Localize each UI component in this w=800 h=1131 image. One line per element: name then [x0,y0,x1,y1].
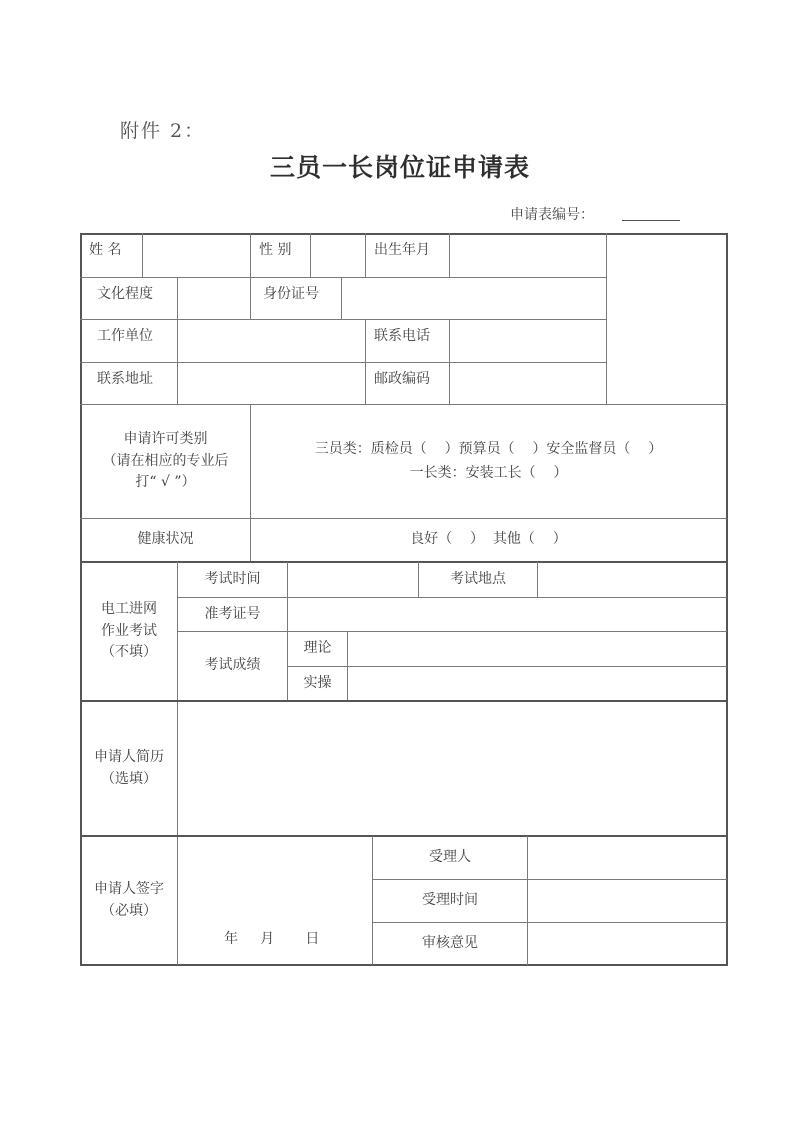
birth-date-field[interactable] [450,234,606,277]
name-field[interactable] [143,234,250,277]
phone-label: 联系电话 [374,328,430,344]
review-opinion-label: 审核意见 [422,934,478,951]
license-category-hint-check: 打“ √ ”） [135,474,196,491]
page-title: 三员一长岗位证申请表 [269,153,530,182]
exam-score-label: 考试成绩 [204,657,261,674]
license-category-title: 申请许可类别 [123,430,208,447]
one-head-options[interactable]: 一长类：安装工长（ ） [409,464,568,481]
review-opinion-field[interactable] [528,923,726,964]
exam-location-field[interactable] [538,563,726,597]
attachment-label: 附件 2： [120,120,206,142]
postcode-label: 邮政编码 [374,371,430,387]
receive-time-field[interactable] [528,880,726,922]
work-unit-field[interactable] [178,320,365,362]
receive-time-label: 受理时间 [422,892,478,909]
exam-section-label [81,563,177,700]
theory-label: 理论 [303,640,332,657]
resume-label-optional: （选填） [101,770,157,787]
address-label: 联系地址 [97,371,153,387]
signature-field[interactable] [178,837,372,964]
ticket-number-label: 准考证号 [204,605,261,622]
resume-label-title: 申请人简历 [94,748,164,765]
exam-label-line1: 电工进网 [101,600,157,617]
receiver-field[interactable] [528,837,726,879]
signature-label [81,837,177,964]
form-number-label: 申请表编号： [510,207,594,223]
resume-field[interactable] [178,702,726,835]
address-field[interactable] [178,363,365,404]
phone-field[interactable] [450,320,606,362]
practice-label: 实操 [303,674,332,691]
exam-time-field[interactable] [288,563,418,597]
theory-score-field[interactable] [348,632,726,666]
practice-score-field[interactable] [348,667,726,700]
resume-label [81,702,177,835]
health-label: 健康状况 [137,531,194,548]
exam-label-line3: （不填） [101,644,157,661]
receiver-label: 受理人 [429,849,471,866]
license-category-options[interactable] [251,405,726,518]
exam-location-label: 考试地点 [450,571,506,588]
form-number-field[interactable] [622,220,680,221]
gender-field[interactable] [311,234,365,277]
three-member-options[interactable]: 三员类：质检员（ ）预算员（ ）安全监督员（ ） [314,440,663,457]
id-number-field[interactable] [342,278,606,319]
birth-date-label: 出生年月 [374,242,430,258]
gender-label: 性 别 [259,242,292,258]
license-category-hint: （请在相应的专业后 [102,452,229,469]
work-unit-label: 工作单位 [97,328,153,344]
exam-label-line2: 作业考试 [101,622,157,639]
exam-time-label: 考试时间 [204,571,261,588]
signature-label-required: （必填） [101,902,157,919]
id-number-label: 身份证号 [263,286,319,302]
health-options[interactable]: 良好（ ） 其他（ ） [410,531,567,548]
signature-label-title: 申请人签字 [94,880,164,897]
postcode-field[interactable] [450,363,606,404]
signature-date: 年 月 日 [224,931,320,947]
name-label: 姓 名 [89,242,122,258]
education-label: 文化程度 [97,286,153,302]
photo-area[interactable] [607,234,726,404]
table-border-right [726,233,728,966]
license-category-label [81,405,250,518]
education-field[interactable] [178,278,250,319]
ticket-number-field[interactable] [288,598,726,631]
